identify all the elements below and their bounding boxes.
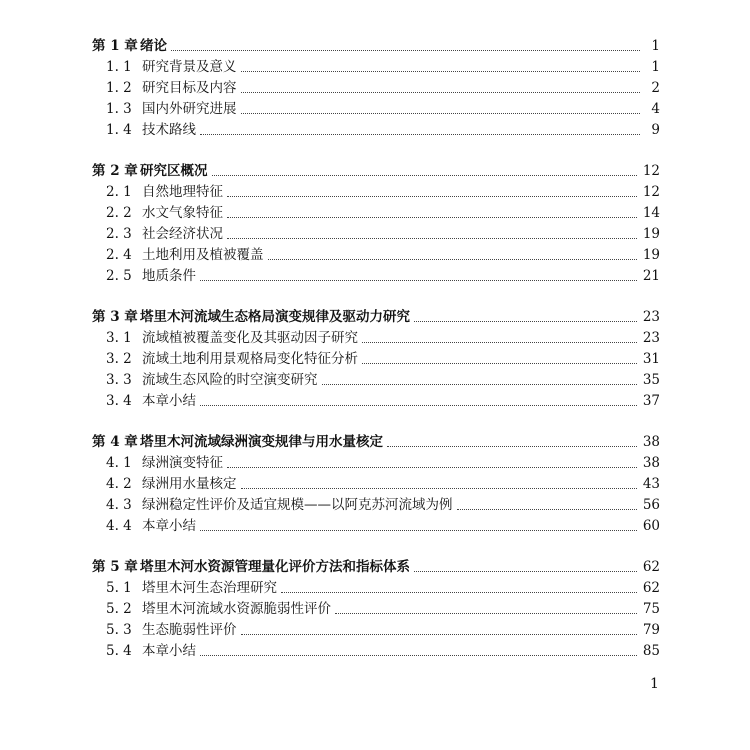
chapter-title: 塔里木河流域生态格局演变规律及驱动力研究 [140,309,410,325]
section-number: 3. 3 [106,372,132,388]
chapter-title: 塔里木河水资源管理量化评价方法和指标体系 [140,559,410,575]
section-title: 研究背景及意义 [142,59,237,75]
page-number: 85 [642,643,660,659]
section-number: 5. 4 [106,643,132,659]
section-number: 3. 1 [106,330,132,346]
section-title: 绿洲用水量核定 [142,476,237,492]
section-number: 3. 4 [106,393,132,409]
chapter-number: 第 1 章 [92,38,138,54]
section-title: 国内外研究进展 [142,101,237,117]
table-of-contents [92,36,660,682]
chapter-heading [92,307,660,328]
section-entry [92,495,660,516]
chapter-title: 研究区概况 [140,163,208,179]
leader-dots [200,654,637,656]
section-entry [92,516,660,537]
page-number: 21 [642,268,660,284]
section-entry [92,57,660,78]
section-title: 塔里木河生态治理研究 [142,580,277,596]
section-entry [92,453,660,474]
leader-dots [171,49,640,51]
leader-dots [200,529,637,531]
page-number: 31 [642,351,660,367]
section-number: 3. 2 [106,351,132,367]
chapter-number: 第 3 章 [92,309,138,325]
section-number: 5. 2 [106,601,132,617]
page-number: 62 [642,580,660,596]
section-entry [92,474,660,495]
section-number: 1. 4 [106,122,132,138]
section-title: 水文气象特征 [142,205,223,221]
section-title: 地质条件 [142,268,196,284]
leader-dots [212,174,637,176]
leader-dots [322,383,637,385]
section-title: 土地利用及植被覆盖 [142,247,264,263]
chapter-title: 绪论 [140,38,167,54]
section-number: 4. 4 [106,518,132,534]
page-number: 60 [642,518,660,534]
section-number: 2. 4 [106,247,132,263]
section-entry [92,266,660,287]
leader-dots [241,487,637,489]
section-entry [92,578,660,599]
page-number: 38 [642,434,660,450]
section-entry [92,370,660,391]
section-number: 5. 3 [106,622,132,638]
page-number: 62 [642,559,660,575]
page-number: 4 [651,101,660,117]
section-entry [92,620,660,641]
section-number: 2. 1 [106,184,132,200]
leader-dots [241,70,641,72]
chapter-4 [92,432,660,537]
section-entry [92,328,660,349]
leader-dots [227,237,637,239]
section-title: 流域土地利用景观格局变化特征分析 [142,351,358,367]
section-number: 1. 3 [106,101,132,117]
leader-dots [200,133,640,135]
section-entry [92,349,660,370]
page-number: 12 [642,163,660,179]
page-number: 23 [642,309,660,325]
section-title: 生态脆弱性评价 [142,622,237,638]
section-title: 本章小结 [142,643,196,659]
section-entry [92,99,660,120]
chapter-title: 塔里木河流域绿洲演变规律与用水量核定 [140,434,383,450]
section-entry [92,245,660,266]
page-number: 38 [642,455,660,471]
page-number: 1 [651,38,660,54]
folio-page-number: 1 [650,676,659,692]
leader-dots [387,445,637,447]
section-number: 4. 3 [106,497,132,513]
section-number: 2. 3 [106,226,132,242]
page-number: 79 [642,622,660,638]
page-number: 14 [642,205,660,221]
section-title: 流域植被覆盖变化及其驱动因子研究 [142,330,358,346]
chapter-5 [92,557,660,662]
page-number: 56 [642,497,660,513]
section-number: 4. 1 [106,455,132,471]
leader-dots [268,258,637,260]
page-number: 2 [651,80,660,96]
section-title: 社会经济状况 [142,226,223,242]
page-number: 37 [642,393,660,409]
leader-dots [241,91,641,93]
section-title: 绿洲稳定性评价及适宜规模——以阿克苏河流域为例 [142,497,453,513]
chapter-heading [92,36,660,57]
page-number: 43 [642,476,660,492]
section-entry [92,120,660,141]
page-number: 9 [651,122,660,138]
chapter-number: 第 2 章 [92,163,138,179]
section-number: 5. 1 [106,580,132,596]
chapter-3 [92,307,660,412]
chapter-1 [92,36,660,141]
section-title: 本章小结 [142,393,196,409]
leader-dots [457,508,637,510]
section-title: 塔里木河流域水资源脆弱性评价 [142,601,331,617]
section-title: 流域生态风险的时空演变研究 [142,372,318,388]
leader-dots [281,591,637,593]
page-number: 75 [642,601,660,617]
section-title: 技术路线 [142,122,196,138]
section-number: 1. 2 [106,80,132,96]
leader-dots [241,112,641,114]
page-number: 19 [642,226,660,242]
section-number: 4. 2 [106,476,132,492]
section-entry [92,641,660,662]
section-entry [92,203,660,224]
section-entry [92,391,660,412]
section-entry [92,599,660,620]
section-title: 绿洲演变特征 [142,455,223,471]
leader-dots [227,195,637,197]
chapter-2 [92,161,660,287]
section-entry [92,224,660,245]
leader-dots [362,362,637,364]
section-title: 本章小结 [142,518,196,534]
section-entry [92,182,660,203]
section-title: 自然地理特征 [142,184,223,200]
leader-dots [414,570,637,572]
leader-dots [414,320,637,322]
section-title: 研究目标及内容 [142,80,237,96]
section-number: 2. 5 [106,268,132,284]
leader-dots [200,404,637,406]
chapter-number: 第 4 章 [92,434,138,450]
page-number: 19 [642,247,660,263]
leader-dots [200,279,637,281]
leader-dots [227,216,637,218]
section-number: 1. 1 [106,59,132,75]
page-number: 35 [642,372,660,388]
page-number: 12 [642,184,660,200]
chapter-number: 第 5 章 [92,559,138,575]
leader-dots [241,633,637,635]
leader-dots [335,612,637,614]
chapter-heading [92,161,660,182]
leader-dots [362,341,637,343]
section-entry [92,78,660,99]
page-number: 23 [642,330,660,346]
page-number: 1 [651,59,660,75]
chapter-heading [92,432,660,453]
chapter-heading [92,557,660,578]
section-number: 2. 2 [106,205,132,221]
leader-dots [227,466,637,468]
